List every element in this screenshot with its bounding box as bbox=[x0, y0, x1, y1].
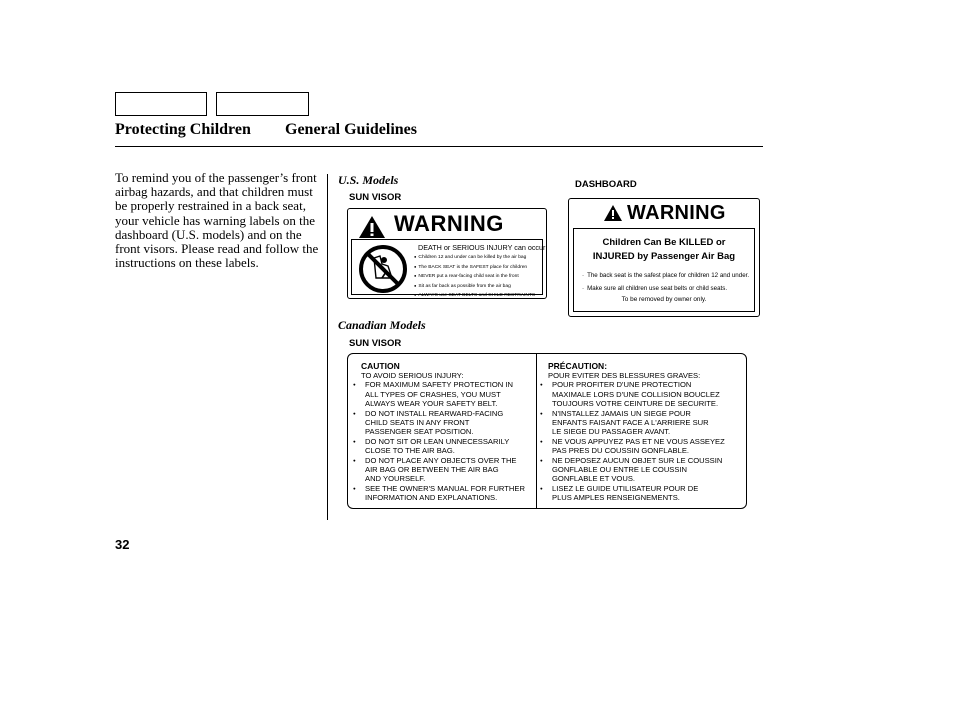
caution-subtitle: TO AVOID SERIOUS INJURY: bbox=[361, 371, 464, 380]
list-item: · Make sure all children use seat belts or child seats. bbox=[582, 283, 749, 296]
dashboard-warning-title: WARNING bbox=[627, 202, 726, 224]
us-visor-warning-label bbox=[347, 208, 547, 299]
us-sun-visor-label: SUN VISOR bbox=[349, 192, 402, 203]
warning-triangle-icon bbox=[358, 215, 386, 239]
canadian-caution-label bbox=[347, 353, 747, 509]
precaution-subtitle: POUR EVITER DES BLESSURES GRAVES: bbox=[548, 371, 701, 380]
canadian-sun-visor-label: SUN VISOR bbox=[349, 338, 402, 349]
section-title: Protecting Children bbox=[115, 121, 251, 138]
no-child-seat-icon bbox=[358, 244, 408, 294]
caution-item: ● DO NOT INSTALL REARWARD-FACING CHILD SEATS IN ANY FRONT PASSENGER SEAT POSITION. bbox=[353, 409, 525, 437]
precaution-item: ● NE DEPOSEZ AUCUN OBJET SUR LE COUSSIN GONFLABLE OU ENTRE LE COUSSIN GONFLABLE ET VOUS. bbox=[540, 456, 725, 484]
precaution-title: PRÉCAUTION: bbox=[548, 361, 608, 371]
header-rule bbox=[115, 146, 763, 147]
list-item: ● ALWAYS use SEAT BELTS and CHILD RESTRAINTS bbox=[414, 291, 535, 301]
dashboard-warning-label bbox=[568, 198, 760, 317]
nav-tab-next[interactable] bbox=[216, 92, 309, 116]
column-divider bbox=[327, 174, 328, 520]
dashboard-label: DASHBOARD bbox=[575, 179, 637, 190]
caution-english bbox=[353, 361, 525, 503]
precaution-item: ● LISEZ LE GUIDE UTILISATEUR POUR DE PLUS AMPLES RENSEIGNEMENTS. bbox=[540, 484, 725, 503]
visor-warning-headline: DEATH or SERIOUS INJURY can occur bbox=[418, 243, 546, 252]
dashboard-warning-footer: To be removed by owner only. bbox=[621, 296, 707, 303]
nav-tab-previous[interactable] bbox=[115, 92, 207, 116]
us-models-heading: U.S. Models bbox=[338, 173, 399, 187]
list-item: ● Sit as far back as possible from the air bag bbox=[414, 282, 535, 292]
list-item: · The back seat is the safest place for children 12 and under. bbox=[582, 270, 749, 283]
list-item: ● NEVER put a rear-facing child seat in the front bbox=[414, 272, 535, 282]
page-number: 32 bbox=[115, 537, 130, 552]
page-title: General Guidelines bbox=[285, 121, 417, 138]
caution-title: CAUTION bbox=[361, 361, 400, 371]
dashboard-warning-headline bbox=[574, 236, 754, 264]
headline-line-1: Children Can Be KILLED or bbox=[602, 237, 726, 248]
list-item: ● The BACK SEAT is the SAFEST place for children bbox=[414, 263, 535, 273]
visor-warning-title: WARNING bbox=[394, 211, 504, 236]
caution-divider bbox=[536, 354, 537, 508]
precaution-item: ● N'INSTALLEZ JAMAIS UN SIEGE POUR ENFANTS FAISANT FACE A L'ARRIERE SUR LE SIEGE DU PASSAGER AVANT. bbox=[540, 409, 725, 437]
headline-line-2: INJURED by Passenger Air Bag bbox=[592, 251, 736, 262]
warning-triangle-icon bbox=[603, 204, 623, 222]
visor-warning-list bbox=[414, 253, 535, 301]
canadian-models-heading: Canadian Models bbox=[338, 318, 426, 332]
precaution-item: ● NE VOUS APPUYEZ PAS ET NE VOUS ASSEYEZ PAS PRES DU COUSSIN GONFLABLE. bbox=[540, 437, 725, 456]
caution-item: ● DO NOT SIT OR LEAN UNNECESSARILY CLOSE TO THE AIR BAG. bbox=[353, 437, 525, 456]
caution-item: ● SEE THE OWNER'S MANUAL FOR FURTHER INFORMATION AND EXPLANATIONS. bbox=[353, 484, 525, 503]
caution-item: ● FOR MAXIMUM SAFETY PROTECTION IN ALL TYPES OF CRASHES, YOU MUST ALWAYS WEAR YOUR SAFETY BELT. bbox=[353, 380, 525, 408]
dashboard-warning-list bbox=[582, 270, 749, 295]
intro-paragraph: To remind you of the passenger’s front airbag hazards, and that children must be properly restrained in a back seat, your vehicle has warning labels on the dashboard (U.S. models) and on the front visors. Please read and follow the instructions on these labels. bbox=[115, 170, 319, 271]
precaution-item: ● POUR PROFITER D'UNE PROTECTION MAXIMALE LORS D'UNE COLLISION BOUCLEZ TOUJOURS VOTRE CEINTURE DE SECURITE. bbox=[540, 380, 725, 408]
list-item: ● Children 12 and under can be killed by the air bag bbox=[414, 253, 535, 263]
caution-item: ● DO NOT PLACE ANY OBJECTS OVER THE AIR BAG OR BETWEEN THE AIR BAG AND YOURSELF. bbox=[353, 456, 525, 484]
caution-french bbox=[540, 361, 725, 503]
